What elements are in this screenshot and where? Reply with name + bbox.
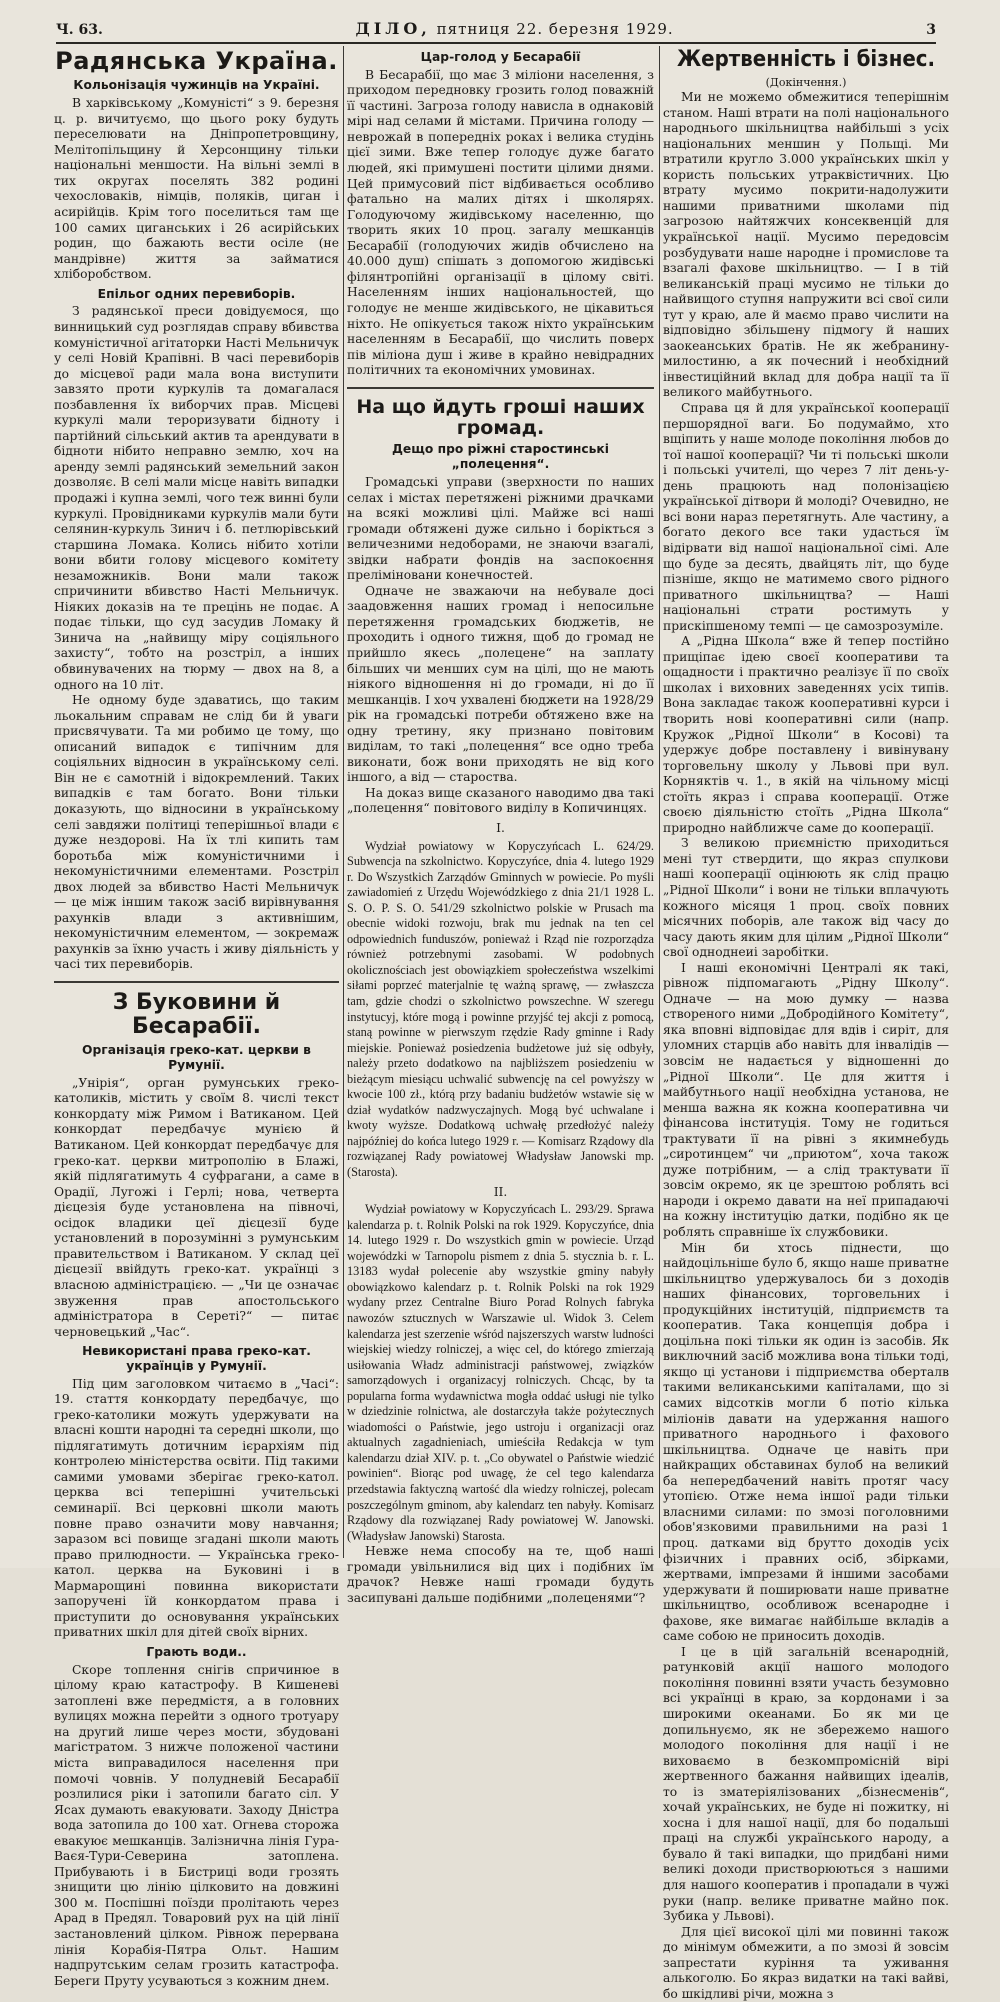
- headline-bukovina: З Буковини й Бесарабії.: [112, 989, 281, 1040]
- article-paragraph: В харківському „Комуністі“ з 9. березня ц. р. вичитуємо, що цього року будуть переселювати на Дніпропетровщину, Мелітопільщину й Херсонщину тільки національні меншости. На вільні землі в тих округах поселять 382 родині чехословаків, німців, поляків, циган і асирійців. Крім того поселиться там ще 100 самих циганських і 26 асирійських родин, що бажають вести осіле (не мандрівне) життя за займатися хліборобством.: [54, 96, 339, 282]
- subhead-starosta-orders: Дещо про ріжні старостинські „полецення“.: [391, 442, 609, 472]
- article-paragraph: Ми не можемо обмежитися теперішнім станом. Наші втрати на полі національного народнього шкільництва найбільші з усіх національних меншин у Польщі. Ми втратили кругло 3.000 українських шкіл у користь польських утраквістичних. Цю втрату мусимо покрити-надолужити нашими приватними школами під загрозою найтяжчих консеквенцій для української нації. Мусимо передовсім розбудувати наше народне і промислове та взагалі фахове шкільництво. — І в тій великанській праці мусимо не тільки до найвищого ступня напружити всі свої сили тут у краю, але й маємо право числити на відповідно збільшену підмогу й наших заокеанських братів. Не як жебранину-милостиню, а як почесний і необхідний інвестиційний вклад для добра нації та її великого майбутнього.: [663, 90, 949, 400]
- subhead-colonization: Кольонізація чужинців на Україні.: [73, 78, 320, 93]
- masthead: [355, 19, 673, 42]
- section-divider: [347, 387, 654, 389]
- column-rule-2: [659, 46, 660, 1558]
- page-header: [56, 12, 936, 44]
- subhead-unused-rights: Невикористані права греко-кат. українців у Румунії.: [82, 1344, 311, 1373]
- article-paragraph: „Унірія“, орган румунських греко-католиків, містить у своїм 8. числі текст конкордату між Римом і Ватиканом. Цей конкордат передбачує мунією й Ватиканом. Цей конкордат передбачує для греко-кат. церкви митрополію в Блажі, якій підлягатимуть 4 суфрагани, а саме в Орадії, Лугожі і Герлі; нова, четверта дієцезія буде установлена на півночі, осідок владики цеї дієцезії буде установлений в порозумінні з румунським правительством і Ватиканом. У склад цеї дієцезії ввійдуть греко-кат. українці з власною адміністрацією. — „Чи це означає звуження прав апостольського адміністратора в Сереті?“ — питає черновецький „Час“.: [54, 1075, 339, 1339]
- article-paragraph: Громадські управи (зверхности по наших селах і містах перетяжені ріжними драчками на всякі можливі цілі. Майже всі наші громади обтяжені дуже сильно і борікться з величезними недоборами, не знаючи взагалі, звідки набрати фондів на заспокоєння преліміновани конечностей.: [347, 474, 654, 583]
- article-paragraph: З радянської преси довідуємося, що винницький суд розглядав справу вбивства комуністичної агітаторки Насті Мельничук у селі Новій Крапівні. В часі перевиборів до місцевої ради мала вона виступити завзято проти куркулів та домагалася позбавлення їх виборчих прав. Місцеві куркулі мали тероризувати бідноту і партійний сільський актив та арендувати в бідноти нібито неправно землю, хоч на аренду землі радянський земельний закон дозволяє. В селі мали місце навіть випадки продажі і купна землі, чого теж винні були куркулі. Провідниками куркулів мали бути селянин-куркуль Зинич і б. петлюрівський старшина Ломака. Колись нібито хотіли вони вбити голову місцевого комітету незаможників. Вони мали також спричинити вбивство Насті Мельничук. Ніяких доказів на те прецінь не подає. А подає тільки, що суд засудив Ломаку й Зинича на „найвищу міру соціяльного захисту“, тобто на розстріл, а інших обвинувачених на тюрму — двох на 8, а одного на 10 літ.: [54, 304, 339, 692]
- polish-document-2: Wydział powiatowy w Kopyczyńcach L. 293/29. Sprawa kalendarza p. t. Rolnik Polski na rok 1929. Kopyczyńce, dnia 14. lutego 1929 r. Do wszystkich gmin w powiecie. Urząd wojewódzki w Tarnopolu pismem z dnia 5. stycznia b. r. L. 13183 wydał polecenie aby wszystkie gminy nabyły obowiązkowo kalendarz p. t. Rolnik Polski na rok 1929 wydany przez Centralne Biuro Porad Rolnych fabryka nawozów sztucznych w Warszawie ul. Widok 3. Celem kalendarza jest szerzenie wśród najszerszych warstw ludności wiejskiej wiedzy rolniczej, a więc cel, do którego zmierzają usiłowania Władz administracji państwowej, związków samorządowych i organizacyj rolniczych. Chcąc, by ta popularna forma wydawnictwa mogła oddać usługi nie tylko w dziedzinie rolnictwa, ale dostarczyła także pożytecznych wiadomości o Państwie, jego ustroju i organizacji oraz aktualnych zagadnieniach, umieściła Redakcja w tym kalendarzu dział XIV. p. t. „Co obywatel o Państwie wiedzić powinien“. Biorąc pod uwagę, że cel tego kalendarza przedstawia faktyczną wartość dla wiedzy rolniczej, polecam poszczególnym gminom, aby kalendarz ten nabyły. Komisarz Rządowy dla rozwiązanej Rady powiatowej W. Janowski. (Władysław Janowski) Starosta.: [347, 1202, 654, 1543]
- headline-soviet-ukraine: Радянська Україна.: [55, 47, 338, 75]
- article-paragraph: Справа ця й для української кооперації першорядної ваги. Бо подумаймо, хто вщіпить у наше молоде покоління любов до тої нашої кооперації? Чи ті польські школи і польські учителі, що через 7 літ день-у-день працюють над полонізацією української дітвори й молоді? Очевидно, не всі вони нараз перетягнуть. Але частину, а богато декого все таки удасться їм відірвати від нашої національної сімі. Але що буде за десять, двайцять літ, що буде пізніше, якщо не матимемо свого рідного приватного шкільництва? — Наші національні страти ростимуть у прискіпшеному темпі — це самозрозуміле.: [663, 401, 949, 633]
- masthead-date: пятниця 22. березня 1929.: [436, 20, 674, 38]
- article-paragraph: Не одному буде здаватись, що таким льокальним справам не слід би й уваги присвячувати. Та ми робимо це тому, що описаний випадок є типічним для соціяльних відносин в українському селі. Він не є самотній і відокремлений. Таких випадків є там богато. Вони тільки доказують, що відносини в українському селі завдяжи політиці теперішньої влади є дуже нездорові. На їх тлі кипить там боротьба між комуністичними і некомуністичними елементами. Розстріл двох людей за вбивство Насті Мельничук — це між іншим також засіб вирівнування рахунків влади з активнішим, некомуністичним елементом, — зокремаж рахунків за їхню участь і живу діяльність у часі тих перевиборів.: [54, 693, 339, 972]
- masthead-title: ДІЛО,: [355, 19, 431, 38]
- article-paragraph: Мін би хтось піднести, що найдоцільніше було б, якщо наше приватне шкільництво удержувалось би з доходів наших фінансових, торговельних і продукційних інституцій, підприємств та кооператив. Така концепція добра і доцільна покі тільки як один із засобів. Як виключний засіб можлива вона тільки тоді, якщо ці установи і підприємства оберталв такими великанськими капіталами, що зі самих відсотків могли б потіо кілька міліонів давати на удержання нашого приватного народнього і фахового шкільництва. Одначе це навіть при найкращих обставинах булоб на великий ба непередбачений навіть протяг часу утопією. Отже нема іншої ради тільки власними силами: по змозі поголовними обов'язковими правильними на разі 1 проц. датками від брутто доходів усіх фізичних і правних осіб, збірками, жертвами, імпрезами й іншими засобами удержувати й поширювати наше приватне шкільництво, особливож всенародне і фахове, яке вимагає найбільше вкладів а саме собою не приносить доходів.: [663, 1240, 949, 1644]
- subhead-church-organization: Організація греко-кат. церкви в Румунії.: [82, 1043, 311, 1073]
- subhead-epilogue: Епільог одних перевиборів.: [97, 286, 296, 301]
- section-number: I.: [496, 821, 505, 835]
- column-rule-1: [343, 46, 344, 1558]
- subhead-waters: Грають води..: [146, 1644, 247, 1659]
- article-paragraph: На доказ вище сказаного наводимо два такі „полецення“ повітового виділу в Копичинцях.: [347, 785, 654, 816]
- column-3: [663, 46, 949, 2001]
- article-paragraph: В Бесарабії, що має 3 міліони населення, з приходом передновку грозить голод поважній її частині. Загроза голоду нависла в однаковій мірі над селами й містами. Причина голоду — неврожай в попередніх роках і велика студінь цієї зими. Вже тепер голодує дуже багато людей, які примушені постити цілими днями. Цей примусовий піст відбивається особливо фатально на малих дітях і школярях. Голодуючому жидівському населенню, що творить яких 10 проц. загалу мешканців Бесарабії (голодуючих жидів обчислено на 40.000 душ) спішать з допомогою жидівські філянтропійні організації в цілому світі. Населенням інших національностей, що голодує не менше жидівського, не цікавиться ніхто. Не опікується також ніхто українським населенням в Бесарабії, що числить поверх пів міліона душ і живе в крайно невідрадних політичних та економічних умовинах.: [347, 67, 654, 378]
- article-paragraph: Під цим заголовком читаємо в „Часі“: 19. стаття конкордату передбачує, що греко-католики можуть удержувати на власні кошти народні та середні школи, що підлягатимуть дотичним ієрархіям під контролею міністерства освіти. Під такими самими умовами зберігає греко-катол. церква всі теперішні учительські семинарії. Всі церковні школи мають повне право означити мову навчання; заразом всі повище згадані школи мають право прилюдности. — Українська греко-катол. церква на Буковині і в Мармарощині повинна використати запоручені їй конкордатом права і приступити до основування українських приватних шкіл для дітей своїх вірних.: [54, 1376, 339, 1640]
- headline-tsar-hunger: Цар-голод у Бесарабії: [420, 50, 581, 64]
- issue-number: Ч. 63.: [56, 22, 103, 38]
- article-paragraph: А „Рідна Школа“ вже й тепер постійно прищіпає ідею своєї кооперативи та ощадности і практично реалізує її по своїх школах і виховних заведеннях усіх типів. Вона закладає також кооперативні курси і творить нові кооперативні сили (напр. Кружок „Рідної Школи“ в Косові) та удержує добре поставлену і вивінувану торговельну школу у Львові при вул. Корняктів ч. 1., в якій на чільному місці стоїть якраз і справа кооперації. Отже своєю діяльністю стоїть „Рідна Школа“ природно найближче саме до кооперації.: [663, 634, 949, 835]
- article-paragraph: Одначе не зважаючи на небувале досі заадовження наших громад і непосильне перетяження громадських бюджетів, не проходить і одного тижня, щоб до громад не прийшло якесь „полецене“ на заплату більших чи менших сум на цілі, що не мають ніякого відношення ні до громади, ні до її мешканців. І хоч ухвалені бюджети на 1928/29 рік на громадські потреби обтяжено вже на одну третину, яку признано повітовим виділам, то такі „полецення“ все одно треба виконати, бож вони приходять не від кого іншого, а від — староства.: [347, 583, 654, 785]
- article-paragraph: І це в цій загальній всенародній, ратунковій акції нашого молодого покоління повинні взяти участь безумовно всі українці в краю, за кордонами і за широкими океанами. Бо як ми це допильнуємо, як не збережемо нашого молодого покоління для нації і не виховаємо в безкомпромісній вірі жертвенного бажання найвищих ідеалів, то із зматеріялізованих „бізнесменів“, хочай українських, не буде ні пожитку, ні хосна і для нашої нації, для бо подальші праці на службі українського народу, а бувало й такі випадки, що придбані ними великі доходи пристворюються з нашими для нашого кооператив і пропадали в чужі руки (напр. велике приватне майно пок. Зубика у Львові).: [663, 1644, 949, 1924]
- polish-document-1: Wydział powiatowy w Kopyczyńcach L. 624/29. Subwencja na szkolnictwo. Kopyczyńce, dnia 4. lutego 1929 r. Do Wszystkich Zarządów Gminnych w powiecie. Po myśli zawiadomień z Urzędu Wojewódzkiego z dnia 21/1 1928 L. S. O. P. S. O. 541/29 szkolnictwo polskie w Prusach ma obecnie widoki rozwoju, brak mu jednak na ten cel odpowiednich funduszów, ponieważ i Rząd nie rozporządza również potrzebnymi zasobami. W podobnych okolicznościach jest obowiązkiem społeczeństwa wszelkimi siłami poprzeć materjalnie tę ważną sprawę, — zwłaszcza tam, gdzie chodzi o szkolnictwo powszechne. W szeregu instytucyj, które mogą i powinne przyjść tej akcji z pomocą, staną powinne w pierwszym rzędzie Rady gminne i Rady miejskie. Ponieważ posiedzenia budżetowe już się odbyły, należy przeto dodatkowo na najbliższem posiedzeniu w bieżącym miesiącu uchwalić subwencję na cel powyższy w kwocie 100 zł., którą przy badaniu budżetów wstawie się w dział wydatków nadzwyczajnych. Mogą być uchwalane i kwoty wyższe. Dodatkową uchwałę przedłożyć należy najpóźniej do końca lutego 1929 r. — Komisarz Rządowy dla rozwiązanej Rady powiatowej Władysław Janowski mp. (Starosta).: [347, 838, 654, 1180]
- section-number: II.: [493, 1184, 508, 1199]
- article-paragraph: З великою приємністю приходиться мені тут ствердити, що якраз спулкови наші кооперації оцінюють як слід працю „Рідної Школи“ і вони не тільки вплачують кожного місяця 1 проц. своїх повних місячних поборів, але також від часу до часу дають яким для цілим „Рідної Школи“ свої одноднеиі заробітки.: [663, 836, 949, 960]
- article-paragraph: Для цієї високої цілі ми повинні також до мінімум обмежити, а по змозі й зовсім запрестати куріння та уживання алькоголю. Бо якраз видатки на такі вайві, бо шкідливі річи, можна з: [663, 1924, 949, 2001]
- column-2: [347, 46, 654, 1605]
- headline-community-money: На що йдуть гроші наших громад.: [356, 395, 645, 439]
- section-divider: [54, 981, 339, 983]
- column-1: [54, 46, 339, 1988]
- article-paragraph: Скоре топлення снігів спричинюе в цілому краю катастрофу. В Кишеневі затоплені вже передмістя, а в головних вулицях можна перейти з одного тротуару на другий лише через мости, збудовані магістратом. З нижче положеної частини міста виправадилося населення при помочі човнів. У полудневій Бесарабії розлилися ріки і затопили багато сіл. У Ясах думають евакуювати. Заходу Дністра вода затопила до 100 хат. Огнева сторожа евакуює мешканців. Залізнична лінія Гура-Ваєя-Тури-Северина затоплена. Прибувають і в Бистриці води грозять знищити цю лінію цілковито на довжині 300 м. Поспішні поїзди пролітають через Арад в Предял. Товаровий рух на цій лінії застановлений цілком. Рівнож перервана лінія Корабія-Пятра Ольт. Нашим надпрутським селам грозить катастрофа. Береги Пруту усуваються з кожним днем.: [54, 1662, 339, 1988]
- headline-sacrifice-business: Жертвенність і бізнес.: [676, 47, 936, 72]
- article-paragraph: Невже нема способу на те, щоб наші громади увільнилися від цих і подібних їм драчок? Невже наші громади будуть засипувані дальше подібними „полеценями“?: [347, 1544, 654, 1605]
- continuation-note: (Докінчення.): [765, 76, 847, 90]
- article-paragraph: І наші економічні Централі як такі, рівнож підпомагають „Рідну Школу“. Одначе — на мою думку — назва створеного ними „Добродійного Комітету“, яка вповні відповідає для вдів і сиріт, для уломних старців або навіть для інвалідів — зовсім не надається у відношенні до „Рідної Школи“. Це для життя і майбутнього нації необхідна установа, не менша важна як кожна кооперативна чи фінансова інституція. Тому не годиться трактувати її на рівні з якимнебудь „сиротинцем“ чи „приютом“, хоча також дуже потрібним, — а слід трактувати її зовсім окремо, як це зрештою роблять всі народи і окремо давати на неї припадаючі на кожну інституцію датки, подібно як це роблять справніше їх службовики.: [663, 960, 949, 1240]
- page-number: 3: [926, 22, 936, 38]
